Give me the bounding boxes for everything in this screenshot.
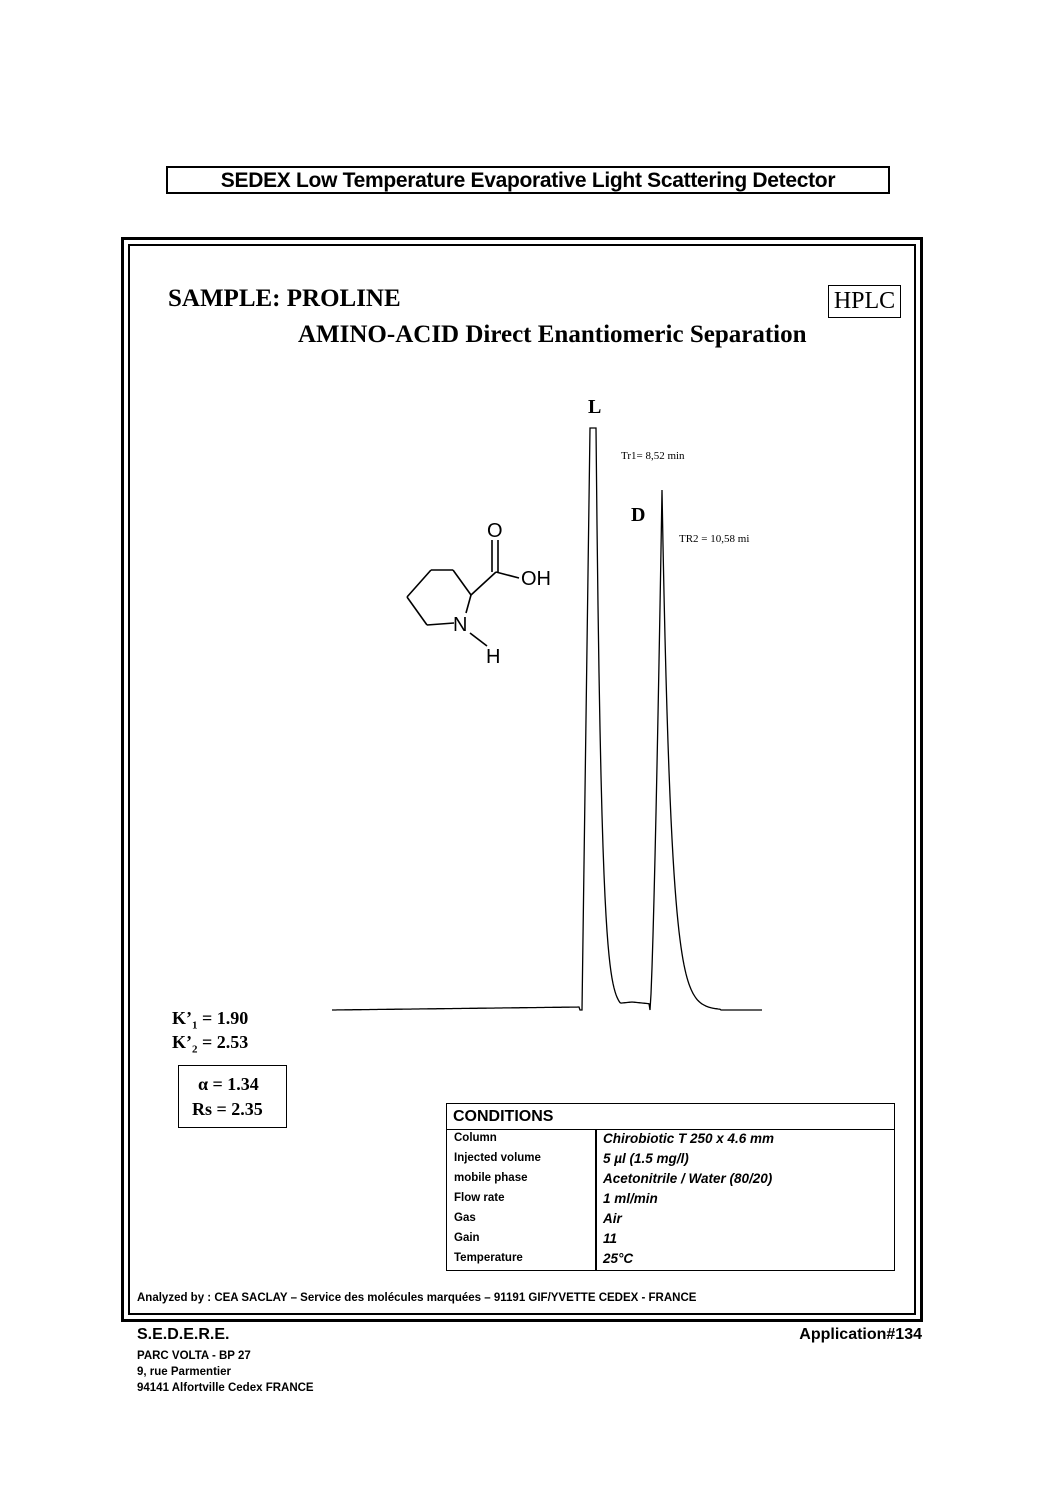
condition-value: 1 ml/min xyxy=(603,1191,658,1206)
condition-label: Flow rate xyxy=(454,1192,505,1204)
address-line-3: 94141 Alfortville Cedex FRANCE xyxy=(137,1382,314,1394)
peak-label-l: L xyxy=(588,396,602,418)
application-number: Application#134 xyxy=(799,1326,922,1343)
condition-label: Injected volume xyxy=(454,1152,541,1164)
sample-title: SAMPLE: PROLINE xyxy=(168,285,401,312)
table-row xyxy=(447,1190,894,1210)
table-row xyxy=(447,1150,894,1170)
peak-label-d: D xyxy=(631,504,646,526)
peak-d-retention-label: TR2 = 10,58 mi xyxy=(679,533,750,545)
table-row xyxy=(447,1130,894,1150)
alpha-value: α = 1.34 xyxy=(198,1074,259,1094)
hydroxyl-label: OH xyxy=(521,568,551,590)
conditions-table xyxy=(446,1103,895,1271)
company-name: S.E.D.E.R.E. xyxy=(137,1326,230,1343)
k2-factor: $K’_2 = 2.53$ xyxy=(172,1032,249,1056)
selectivity-box xyxy=(178,1065,287,1128)
condition-value: 5 µl (1.5 mg/l) xyxy=(603,1151,689,1166)
condition-value: 11 xyxy=(603,1231,618,1246)
condition-label: mobile phase xyxy=(454,1172,528,1184)
oxygen-label: O xyxy=(487,520,503,542)
table-row xyxy=(447,1170,894,1190)
address-line-2: 9, rue Parmentier xyxy=(137,1366,231,1378)
sample-subtitle: AMINO-ACID Direct Enantiomeric Separation xyxy=(298,321,807,348)
condition-label: Gain xyxy=(454,1232,480,1244)
condition-value: Acetonitrile / Water (80/20) xyxy=(603,1171,773,1186)
condition-value: 25°C xyxy=(603,1251,634,1266)
condition-label: Gas xyxy=(454,1212,476,1224)
hydrogen-label: H xyxy=(486,646,501,668)
hplc-badge: HPLC xyxy=(828,285,901,318)
table-row xyxy=(447,1210,894,1230)
condition-label: Column xyxy=(454,1132,497,1144)
table-row xyxy=(447,1230,894,1250)
condition-label: Temperature xyxy=(454,1252,523,1264)
nitrogen-label: N xyxy=(453,614,468,636)
resolution-value: Rs = 2.35 xyxy=(192,1099,263,1119)
conditions-title: CONDITIONS xyxy=(447,1104,894,1130)
address-line-1: PARC VOLTA - BP 27 xyxy=(137,1350,251,1362)
document-header-title: SEDEX Low Temperature Evaporative Light Scattering Detector xyxy=(166,166,890,194)
peak-l-retention-label: Tr1= 8,52 min xyxy=(621,450,685,462)
condition-value: Chirobiotic T 250 x 4.6 mm xyxy=(603,1131,775,1146)
condition-value: Air xyxy=(603,1211,622,1226)
chromatogram-trace xyxy=(332,428,762,1010)
k1-factor: $K’_1 = 1.90$ xyxy=(172,1008,249,1032)
analyzed-by-line: Analyzed by : CEA SACLAY – Service des molécules marquées – 91191 GIF/YVETTE CEDEX - FRANCE xyxy=(137,1292,697,1304)
table-row xyxy=(447,1250,894,1270)
